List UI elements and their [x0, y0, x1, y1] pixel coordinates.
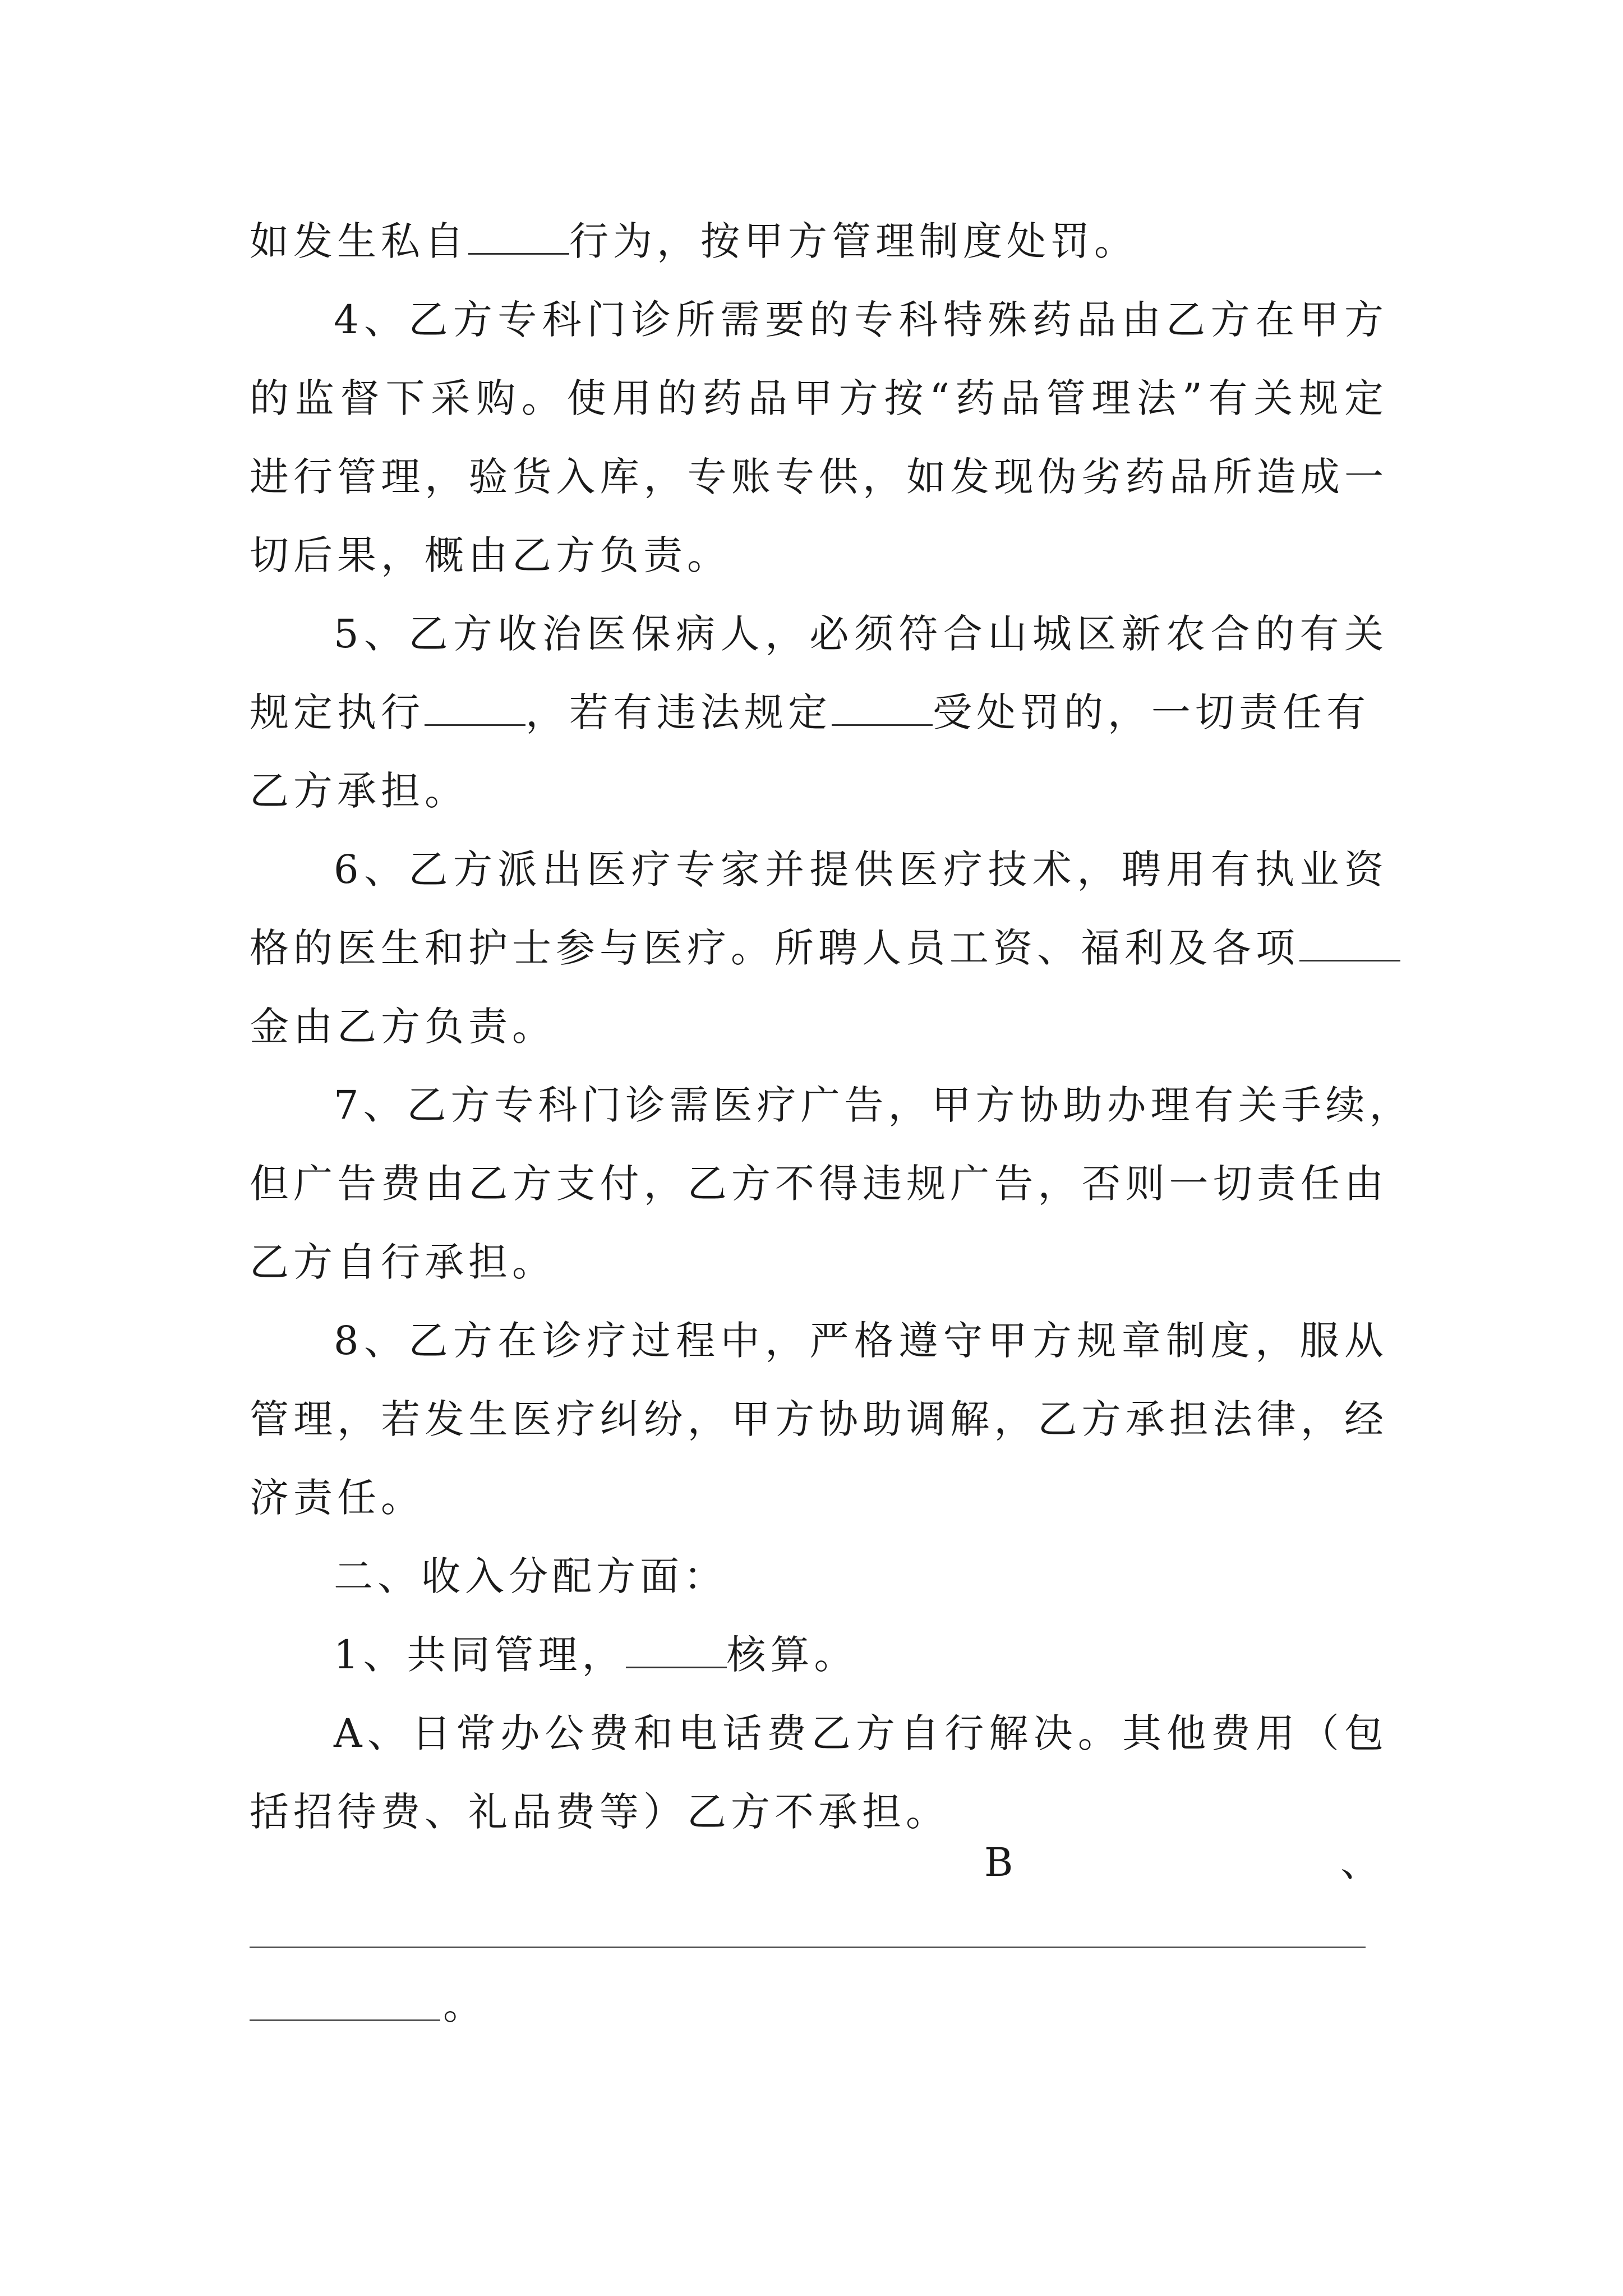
fill-line [250, 2019, 440, 2021]
text-segment: 如发生私自 [250, 218, 468, 264]
income-item-b-label: B [984, 1839, 1013, 1885]
income-item-1 [334, 1630, 1472, 1680]
clause-8-line-1: 8、乙方在诊疗过程中，严格遵守甲方规章制度，服从 [334, 1318, 1388, 1364]
clause-4-line-1: 4、乙方专科门诊所需要的专科特殊药品由乙方在甲方 [334, 297, 1388, 343]
clause-5-line-1: 5、乙方收治医保病人，必须符合山城区新农合的有关 [334, 611, 1388, 657]
text-segment: 1、共同管理， [334, 1632, 626, 1678]
text-segment: 行为，按甲方管理制度处罚。 [569, 218, 1138, 264]
fill-line [250, 1947, 1366, 1948]
text-segment: 格的医生和护士参与医疗。所聘人员工资、福利及各项 [250, 925, 1299, 971]
clause-5-line-2 [250, 687, 1388, 738]
clause-7-line-3: 乙方自行承担。 [250, 1239, 556, 1285]
fill-blank [468, 220, 569, 255]
income-item-a-line-2: 括招待费、礼品费等）乙方不承担。 [250, 1789, 949, 1835]
text-segment: 规定执行 [250, 689, 425, 735]
clause-8-line-3: 济责任。 [250, 1475, 425, 1521]
text-segment: 受处罚的，一切责任有 [933, 689, 1370, 735]
text-segment: 核算。 [726, 1632, 858, 1678]
clause-4-line-2: 的监督下采购。使用的药品甲方按“药品管理法”有关规定 [250, 375, 1388, 421]
closing-period: 。 [443, 1982, 482, 2028]
enumeration-comma: 、 [1340, 1839, 1380, 1885]
fill-blank [626, 1634, 727, 1668]
clause-5-line-3: 乙方承担。 [250, 768, 468, 814]
clause-7-line-2: 但广告费由乙方支付，乙方不得违规广告，否则一切责任由 [250, 1161, 1388, 1207]
clause-4-line-3: 进行管理，验货入库，专账专供，如发现伪劣药品所造成一 [250, 454, 1388, 500]
text-segment: ，若有违法规定 [525, 689, 832, 735]
clause-6-line-3: 金由乙方负责。 [250, 1004, 556, 1050]
clause-8-line-2: 管理，若发生医疗纠纷，甲方协助调解，乙方承担法律，经 [250, 1396, 1388, 1442]
clause-6-line-2 [250, 923, 1388, 973]
clause-4-line-4: 切后果，概由乙方负责。 [250, 532, 731, 578]
clause-6-line-1: 6、乙方派出医疗专家并提供医疗技术，聘用有执业资 [334, 846, 1388, 892]
fill-blank [832, 692, 933, 726]
section-heading-income: 二、收入分配方面： [334, 1553, 727, 1599]
income-item-a-line-1: A、日常办公费和电话费乙方自行解决。其他费用（包 [334, 1710, 1388, 1756]
fill-blank [425, 692, 525, 726]
clause-7-line-1: 7、乙方专科门诊需医疗广告，甲方协助办理有关手续， [334, 1082, 1413, 1128]
text-line-1 [250, 216, 1388, 266]
fill-blank [1299, 927, 1400, 961]
